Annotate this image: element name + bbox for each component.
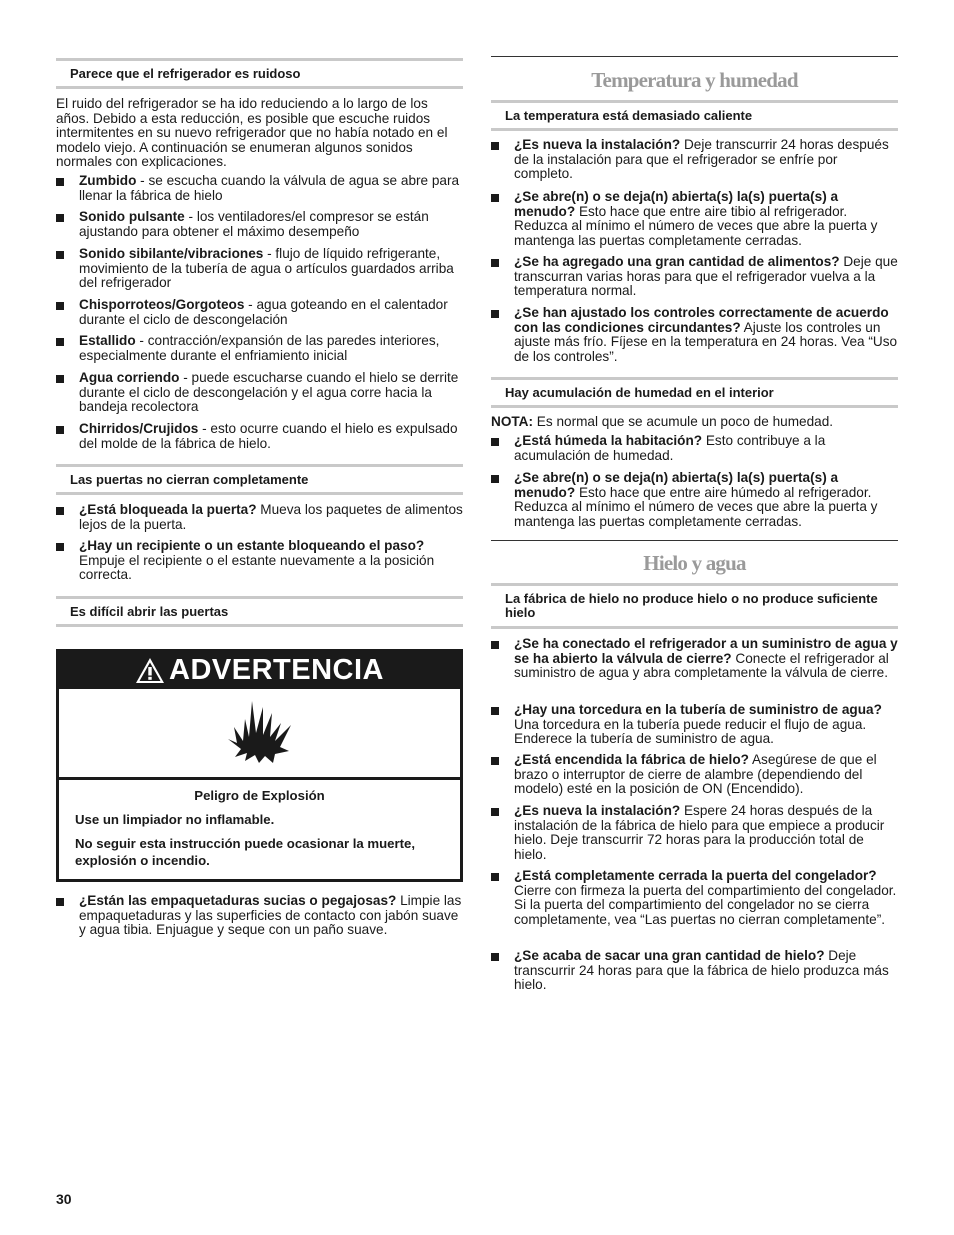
- warning-line-1: Use un limpiador no inflamable.: [75, 812, 275, 827]
- bullet-icon: [491, 953, 499, 961]
- list-item: ¿Está bloqueada la puerta? Mueva los paquetes de alimentos lejos de la puerta.: [56, 503, 463, 532]
- list-item: Sonido sibilante/vibraciones - flujo de líquido refrigerante, movimiento de la tubería de agua o artículos guardados arriba del refrigerador: [56, 247, 463, 291]
- noise-intro: El ruido del refrigerador se ha ido reduciendo a lo largo de los años. Debido a esta reducción, es posible que escuche ruidos intermitentes en su nuevo refrigerador que no había notado en el modelo viejo. A continuación se enumeran algunos sonidos normales con explicaciones.: [56, 96, 448, 169]
- bullet-icon: [56, 426, 64, 434]
- hard-open-heading: Es difícil abrir las puertas: [56, 596, 463, 627]
- ice-heading: La fábrica de hielo no produce hielo o no produce suficiente hielo: [491, 583, 898, 629]
- bullet-icon: [491, 873, 499, 881]
- list-item: Chirridos/Crujidos - esto ocurre cuando el hielo es expulsado del molde de la fábrica de hielo.: [56, 422, 463, 451]
- warning-box: [56, 649, 463, 882]
- list-item: Zumbido - se escucha cuando la válvula de agua se abre para llenar la fábrica de hielo: [56, 174, 463, 203]
- bullet-icon: [491, 475, 499, 483]
- page-number: 30: [56, 1191, 72, 1207]
- list-item: ¿Es nueva la instalación? Espere 24 horas después de la instalación de la fábrica de hielo para que empiece a producir hielo. Deje transcurrir 72 horas para la producción total de hielo.: [491, 804, 898, 862]
- bullet-icon: [491, 310, 499, 318]
- ice-section-title: Hielo y agua: [643, 551, 746, 575]
- list-item: ¿Es nueva la instalación? Deje transcurrir 24 horas después de la instalación para que el refrigerador se enfríe por completo.: [491, 138, 898, 182]
- list-item: ¿Está encendida la fábrica de hielo? Asegúrese de que el brazo o interruptor de cierre de alambre (dependiendo del modelo) esté en la posición de ON (Encendido).: [491, 753, 898, 797]
- warning-title: ADVERTENCIA: [169, 654, 384, 686]
- list-item: ¿Se ha agregado una gran cantidad de alimentos? Deje que transcurran varias horas para que el refrigerador vuelva a la temperatura normal.: [491, 255, 898, 299]
- bullet-icon: [56, 507, 64, 515]
- bullet-icon: [56, 898, 64, 906]
- list-item: ¿Se abre(n) o se deja(n) abierta(s) la(s) puerta(s) a menudo? Esto hace que entre aire húmedo al refrigerador. Reduzca al mínimo el número de veces que abre la puerta y mantenga las puertas completamente cerradas.: [491, 471, 898, 529]
- bullet-icon: [56, 251, 64, 259]
- list-item: ¿Está húmeda la habitación? Esto contribuye a la acumulación de humedad.: [491, 434, 898, 463]
- list-item: Sonido pulsante - los ventiladores/el compresor se están ajustando para obtener el máximo desempeño: [56, 210, 463, 239]
- humidity-heading: Hay acumulación de humedad en el interior: [491, 377, 898, 408]
- bullet-icon: [56, 302, 64, 310]
- bullet-icon: [56, 178, 64, 186]
- bullet-icon: [56, 338, 64, 346]
- warning-line-2: No seguir esta instrucción puede ocasionar la muerte, explosión o incendio.: [75, 836, 416, 868]
- explosion-icon: [225, 699, 295, 765]
- noise-heading: Parece que el refrigerador es ruidoso: [56, 58, 463, 89]
- bullet-icon: [491, 142, 499, 150]
- list-item: ¿Está completamente cerrada la puerta del congelador? Cierre con firmeza la puerta del compartimiento del congelador. Si la puerta del compartimiento del congelador no se cierra completamente, vea “Las puertas no cierran completamente”.: [491, 869, 898, 927]
- section-divider: [491, 56, 898, 57]
- list-item: Agua corriendo - puede escucharse cuando el hielo se derrite durante el ciclo de descongelación y el agua corre hacia la bandeja recolectora: [56, 371, 463, 415]
- bullet-icon: [491, 194, 499, 202]
- bullet-icon: [56, 214, 64, 222]
- warning-icon-area: [59, 689, 460, 780]
- doors-heading: Las puertas no cierran completamente: [56, 464, 463, 495]
- section-divider: [491, 540, 898, 541]
- bullet-icon: [56, 375, 64, 383]
- list-item: ¿Están las empaquetaduras sucias o pegajosas? Limpie las empaquetaduras y las superficies de contacto con jabón suave y agua tibia. Enjuague y seque con un paño suave.: [56, 894, 463, 938]
- list-item: ¿Se acaba de sacar una gran cantidad de hielo? Deje transcurrir 24 horas para que la fábrica de hielo produzca más hielo.: [491, 949, 898, 993]
- bullet-icon: [491, 757, 499, 765]
- bullet-icon: [491, 438, 499, 446]
- temp-section-title: Temperatura y humedad: [591, 68, 798, 92]
- list-item: Chisporroteos/Gorgoteos - agua goteando en el calentador durante el ciclo de descongelación: [56, 298, 463, 327]
- warning-header: [59, 652, 460, 689]
- warning-triangle-icon: [135, 657, 165, 684]
- warning-hazard: Peligro de Explosión: [194, 788, 325, 803]
- temp-heading: La temperatura está demasiado caliente: [491, 100, 898, 131]
- humidity-note: NOTA: Es normal que se acumule un poco de humedad.: [491, 414, 834, 429]
- bullet-icon: [491, 808, 499, 816]
- bullet-icon: [491, 707, 499, 715]
- list-item: ¿Se ha conectado el refrigerador a un suministro de agua y se ha abierto la válvula de cierre? Conecte el refrigerador al suministro de agua y abra completamente la válvula de cierre.: [491, 637, 898, 681]
- list-item: ¿Hay un recipiente o un estante bloqueando el paso? Empuje el recipiente o el estante nuevamente a la posición correcta.: [56, 539, 463, 583]
- bullet-icon: [56, 543, 64, 551]
- list-item: ¿Se abre(n) o se deja(n) abierta(s) la(s) puerta(s) a menudo? Esto hace que entre aire tibio al refrigerador. Reduzca al mínimo el número de veces que abre la puerta y mantenga las puertas completamente cerradas.: [491, 190, 898, 248]
- list-item: Estallido - contracción/expansión de las paredes interiores, especialmente durante el enfriamiento inicial: [56, 334, 463, 363]
- bullet-icon: [491, 259, 499, 267]
- bullet-icon: [491, 641, 499, 649]
- list-item: ¿Se han ajustado los controles correctamente de acuerdo con las condiciones circundantes? Ajuste los controles un ajuste más frío. Fíjese en la temperatura en 24 horas. Vea “Uso de los controles”.: [491, 306, 898, 364]
- list-item: ¿Hay una torcedura en la tubería de suministro de agua? Una torcedura en la tubería puede reducir el flujo de agua. Enderece la tubería de suministro de agua.: [491, 703, 898, 747]
